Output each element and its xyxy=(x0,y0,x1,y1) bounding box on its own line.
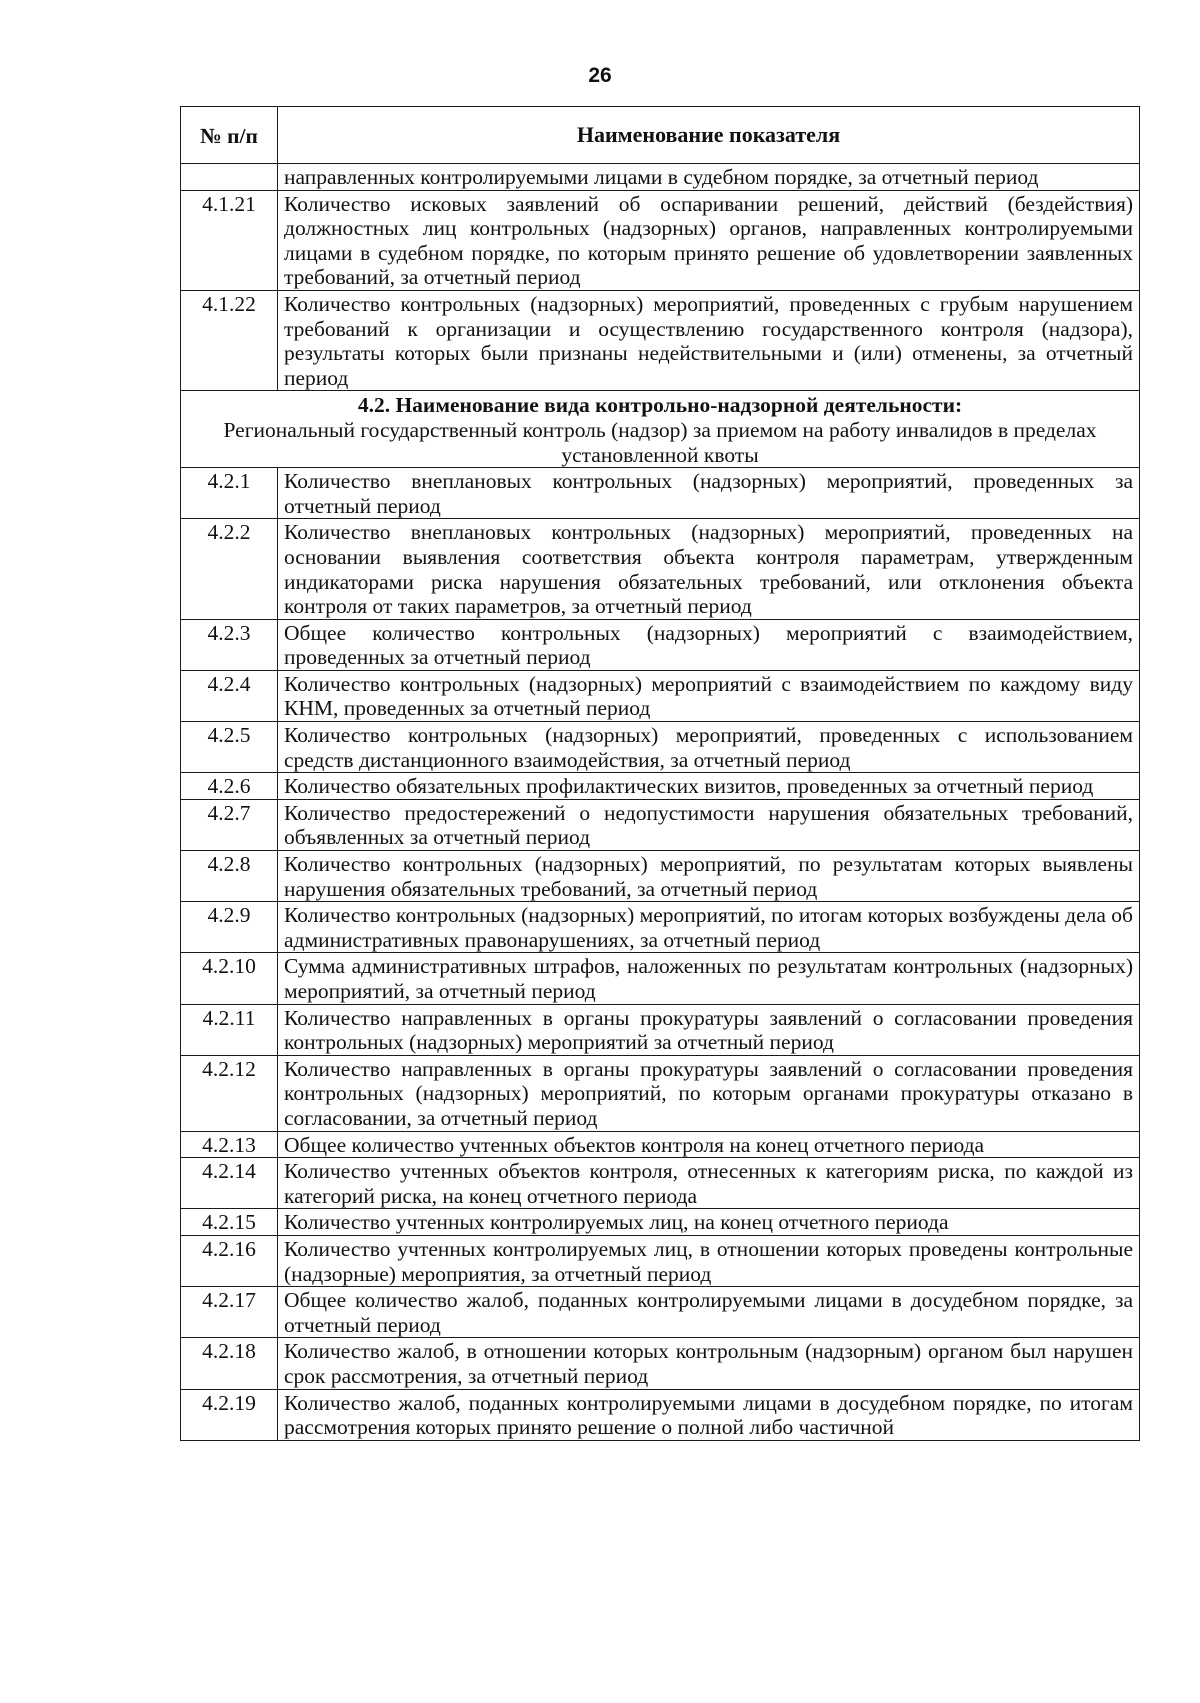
row-number: 4.2.10 xyxy=(181,953,278,1004)
table-row xyxy=(181,1338,1140,1389)
row-number: 4.2.18 xyxy=(181,1338,278,1389)
section-group xyxy=(181,391,1140,468)
row-number: 4.1.22 xyxy=(181,290,278,390)
indicators-table xyxy=(180,106,1140,1441)
table-header-row xyxy=(181,107,1140,164)
row-indicator-name: Количество контрольных (надзорных) мероприятий, по результатам которых выявлены нарушения обязательных требований, за отчетный период xyxy=(278,851,1140,902)
row-indicator-name: Общее количество жалоб, поданных контролируемыми лицами в досудебном порядке, за отчетный период xyxy=(278,1287,1140,1338)
row-indicator-name: Количество направленных в органы прокуратуры заявлений о согласовании проведения контрольных (надзорных) мероприятий, по которым органами прокуратуры отказано в согласовании, за отчетный период xyxy=(278,1055,1140,1131)
row-indicator-name: Количество направленных в органы прокуратуры заявлений о согласовании проведения контрольных (надзорных) мероприятий за отчетный период xyxy=(278,1004,1140,1055)
row-indicator-name: Количество учтенных контролируемых лиц, в отношении которых проведены контрольные (надзорные) мероприятия, за отчетный период xyxy=(278,1235,1140,1286)
row-indicator-name: Количество контрольных (надзорных) мероприятий, по итогам которых возбуждены дела об административных правонарушениях, за отчетный период xyxy=(278,902,1140,953)
page-number: 26 xyxy=(588,64,612,87)
row-number: 4.2.19 xyxy=(181,1389,278,1440)
row-indicator-name: Количество исковых заявлений об оспаривании решений, действий (бездействия) должностных лиц контрольных (надзорных) органов, направленных контролируемыми лицами в судебном порядке, по которым принято решение об удовлетворении заявленных требований, за отчетный период xyxy=(278,190,1140,290)
table-row xyxy=(181,1131,1140,1158)
row-number: 4.2.15 xyxy=(181,1209,278,1236)
rows-bottom xyxy=(181,468,1140,1441)
rows-top xyxy=(181,164,1140,391)
row-number: 4.2.17 xyxy=(181,1287,278,1338)
table-row xyxy=(181,953,1140,1004)
table-row xyxy=(181,722,1140,773)
table-row xyxy=(181,1209,1140,1236)
row-indicator-name: Количество предостережений о недопустимости нарушения обязательных требований, объявленных за отчетный период xyxy=(278,799,1140,850)
row-number: 4.2.16 xyxy=(181,1235,278,1286)
row-number: 4.2.4 xyxy=(181,670,278,721)
row-number: 4.2.11 xyxy=(181,1004,278,1055)
table-row xyxy=(181,851,1140,902)
row-indicator-name: Количество жалоб, в отношении которых контрольным (надзорным) органом был нарушен срок рассмотрения, за отчетный период xyxy=(278,1338,1140,1389)
row-number: 4.2.12 xyxy=(181,1055,278,1131)
row-indicator-name: Количество учтенных контролируемых лиц, на конец отчетного периода xyxy=(278,1209,1140,1236)
section-heading-row xyxy=(181,391,1140,468)
row-indicator-name: Количество контрольных (надзорных) мероприятий с взаимодействием по каждому виду КНМ, проведенных за отчетный период xyxy=(278,670,1140,721)
row-number: 4.2.7 xyxy=(181,799,278,850)
row-indicator-name: Общее количество контрольных (надзорных) мероприятий с взаимодействием, проведенных за отчетный период xyxy=(278,619,1140,670)
table-row xyxy=(181,1287,1140,1338)
table-row xyxy=(181,1004,1140,1055)
row-indicator-name: Количество учтенных объектов контроля, отнесенных к категориям риска, по каждой из категорий риска, на конец отчетного периода xyxy=(278,1158,1140,1209)
row-indicator-name: Количество контрольных (надзорных) мероприятий, проведенных с использованием средств дистанционного взаимодействия, за отчетный период xyxy=(278,722,1140,773)
section-title: 4.2. Наименование вида контрольно-надзорной деятельности: xyxy=(357,393,963,418)
row-indicator-name: Общее количество учтенных объектов контроля на конец отчетного периода xyxy=(278,1131,1140,1158)
row-number: 4.2.1 xyxy=(181,468,278,519)
row-number: 4.2.14 xyxy=(181,1158,278,1209)
row-number xyxy=(181,164,278,191)
section-heading-cell xyxy=(181,391,1140,468)
table-row xyxy=(181,619,1140,670)
row-number: 4.2.2 xyxy=(181,519,278,619)
table-row xyxy=(181,519,1140,619)
table-row xyxy=(181,1158,1140,1209)
table-row xyxy=(181,1235,1140,1286)
table-row xyxy=(181,164,1140,191)
row-number: 4.2.13 xyxy=(181,1131,278,1158)
header-number-column: № п/п xyxy=(181,107,278,164)
table-row xyxy=(181,190,1140,290)
table-row xyxy=(181,468,1140,519)
row-number: 4.2.5 xyxy=(181,722,278,773)
row-number: 4.2.3 xyxy=(181,619,278,670)
header-name-column: Наименование показателя xyxy=(278,107,1140,164)
row-indicator-name: Количество внеплановых контрольных (надзорных) мероприятий, проведенных на основании выявления соответствия объекта контроля параметрам, утвержденным индикаторами риска нарушения обязательных требований, или отклонения объекта контроля от таких параметров, за отчетный период xyxy=(278,519,1140,619)
section-subtitle: Региональный государственный контроль (надзор) за приемом на работу инвалидов в пределах установленной квоты xyxy=(223,417,1097,467)
row-indicator-name: Сумма административных штрафов, наложенных по результатам контрольных (надзорных) мероприятий, за отчетный период xyxy=(278,953,1140,1004)
table-row xyxy=(181,799,1140,850)
table-row xyxy=(181,290,1140,390)
table-row xyxy=(181,670,1140,721)
table-row xyxy=(181,1055,1140,1131)
row-indicator-name: Количество внеплановых контрольных (надзорных) мероприятий, проведенных за отчетный период xyxy=(278,468,1140,519)
row-number: 4.1.21 xyxy=(181,190,278,290)
row-number: 4.2.9 xyxy=(181,902,278,953)
row-indicator-name: Количество жалоб, поданных контролируемыми лицами в досудебном порядке, по итогам рассмотрения которых принято решение о полной либо частичной xyxy=(278,1389,1140,1440)
table-row xyxy=(181,1389,1140,1440)
table-row xyxy=(181,902,1140,953)
row-indicator-name: направленных контролируемыми лицами в судебном порядке, за отчетный период xyxy=(278,164,1140,191)
row-number: 4.2.8 xyxy=(181,851,278,902)
row-indicator-name: Количество контрольных (надзорных) мероприятий, проведенных с грубым нарушением требований к организации и осуществлению государственного контроля (надзора), результаты которых были признаны недействительными и (или) отменены, за отчетный период xyxy=(278,290,1140,390)
row-indicator-name: Количество обязательных профилактических визитов, проведенных за отчетный период xyxy=(278,773,1140,800)
table-row xyxy=(181,773,1140,800)
row-number: 4.2.6 xyxy=(181,773,278,800)
